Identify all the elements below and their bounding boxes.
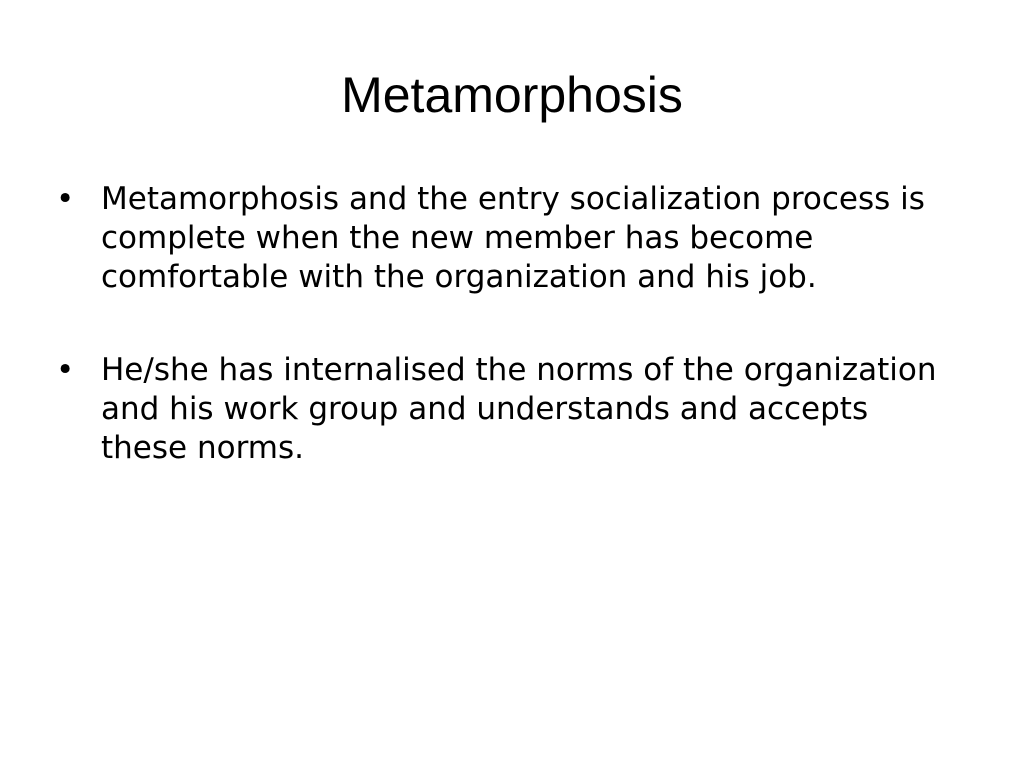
bullet-text: Metamorphosis and the entry socialization process is complete when the new member has become comfortable with the organization and his job. [101, 181, 925, 295]
bullet-icon: • [56, 181, 75, 217]
bullet-text: He/she has internalised the norms of the organization and his work group and understands and accepts these norms. [101, 352, 937, 466]
bullet-icon: • [56, 352, 75, 388]
slide-title: Metamorphosis [341, 67, 683, 123]
bullet-item-2 [56, 351, 956, 468]
bullet-item-1 [56, 180, 956, 297]
bullet-list [56, 180, 956, 522]
